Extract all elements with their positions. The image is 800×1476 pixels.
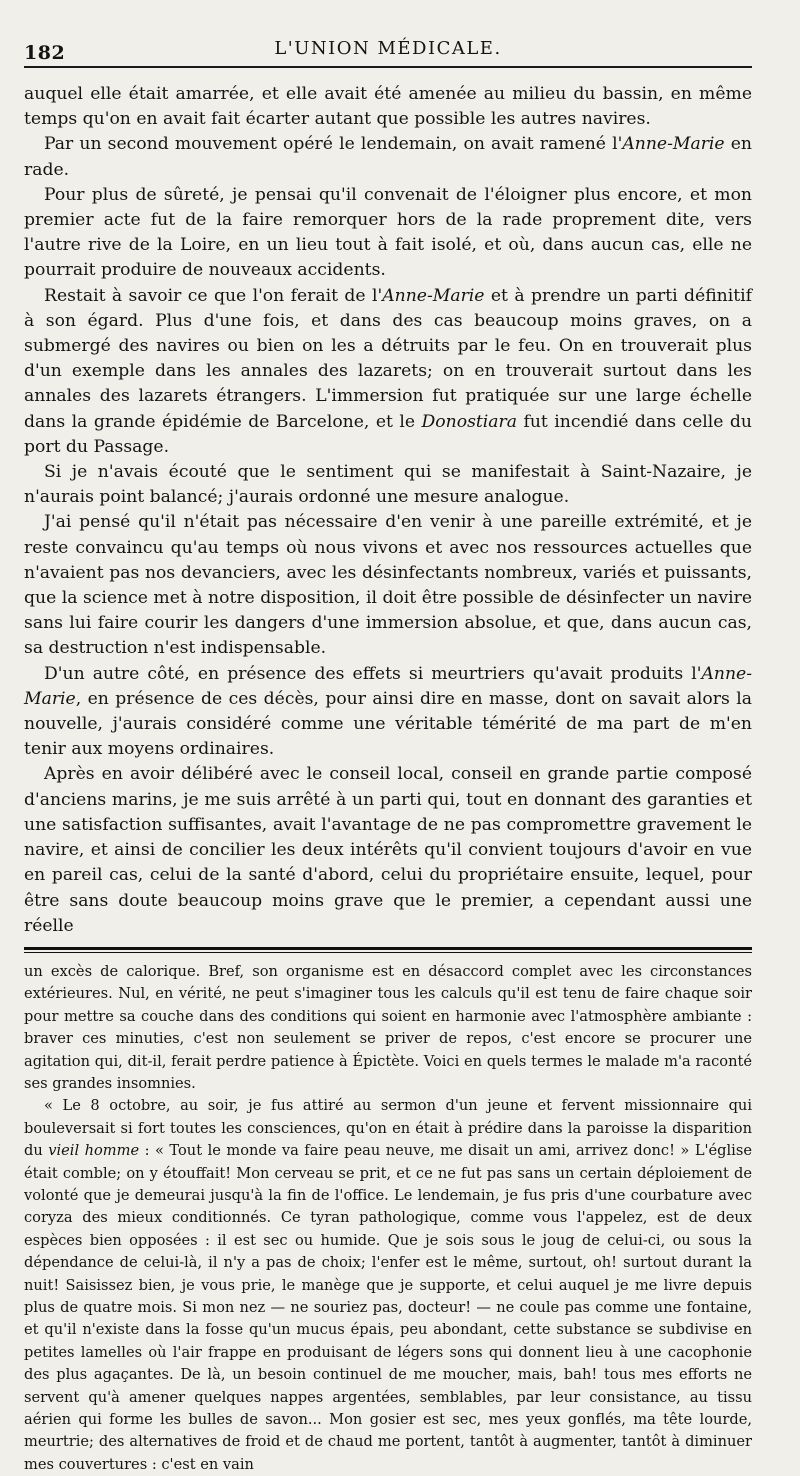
paragraph: Après en avoir délibéré avec le conseil local, conseil en grande partie composé d'anciens marins, je me suis arrêté à un parti qui, tout en donnant des garanties et une satisfaction suffisantes, avait l'avantage de ne pas compromettre gravement le navire, et ainsi de concilier les deux intérêts qu'il convient toujours d'avoir en vue en pareil cas, celui de la santé d'abord, celui du propriétaire ensuite, lequel, pour être sans doute beaucoup moins grave que le premier, a cependant aussi une réelle [24, 764, 752, 936]
running-header [24, 32, 752, 66]
page [24, 32, 752, 1476]
paragraph: un excès de calorique. Bref, son organisme est en désaccord complet avec les circonstances extérieures. Nul, en vérité, ne peut s'imaginer tous les calculs qu'il est tenu de faire chaque soir pour mettre sa couche dans des conditions qui soient en harmonie avec l'atmosphère ambiante : braver ces minuties, c'est non seulement se priver de repos, c'est encore se procurer une agitation qui, dit-il, ferait perdre patience à Épictète. Voici en quels termes le malade m'a raconté ses grandes insomnies. [24, 962, 752, 1092]
paragraph [24, 284, 752, 460]
paragraph: auquel elle était amarrée, et elle avait été amenée au milieu du bassin, en même temps qu'on en avait fait écarter autant que possible les autres navires. [24, 84, 752, 130]
text-run: fut incendié dans celle du port du Passage. [24, 411, 752, 457]
text-run: « Le 8 octobre, au soir, je fus attiré au sermon d'un jeune et fervent missionnaire qui bouleversait si fort toutes les consciences, qu'on en était à prédire dans la paroisse la disparition du [24, 1097, 752, 1160]
ship-name: Donostiara [421, 411, 518, 432]
paragraph [24, 132, 752, 182]
text-run: , en présence de ces décès, pour ainsi dire en masse, dont on savait alors la nouvelle, j'aurais considéré comme une véritable témérité de ma part de m'en tenir aux moyens ordinaires. [24, 688, 752, 760]
paragraph [24, 662, 752, 763]
page-number: 182 [24, 42, 66, 64]
emphasis: vieil homme [48, 1142, 140, 1160]
running-title: L'UNION MÉDICALE. [274, 38, 502, 59]
text-run: : « Tout le monde va faire peau neuve, me disait un ami, arrivez donc! » L'église était comble; on y étouffait! Mon cerveau se prit, et ce ne fut pas sans un certain déploiement de volonté que je demeurai jusqu'à la fin de l'office. Le lendemain, je fus pris d'une courbature avec coryza des mieux conditionnés. Ce tyran pathologique, comme vous l'appelez, est de deux espèces bien opposées : il est sec ou humide. Que je sois sous le joug de celui-ci, ou sous la dépendance de celui-là, il n'y a pas de choix; l'enfer est le même, surtout, oh! surtout durant la nuit! Saisissez bien, je vous prie, le manège que je supporte, et celui auquel je me livre depuis plus de quatre mois. Si mon nez — ne souriez pas, docteur! — ne coule pas comme une fontaine, et qu'il n'existe dans la fosse qu'un mucus épais, peu abondant, cette substance se subdivise en petites lamelles où l'air frappe en produisant de légers sons qui donnent lieu à une cacophonie des plus agaçantes. De là, un besoin continuel de me moucher, mais, bah! tous mes efforts ne servent qu'à amener quelques nappes argentées, semblables, par leur consistance, au tissu aérien qui forme les bulles de savon... Mon gosier est sec, mes yeux gonflés, ma tête lourde, meurtrie; des alternatives de froid et de chaud me portent, tantôt à augmenter, tantôt à diminuer mes couvertures : c'est en vain [24, 1142, 752, 1473]
text-run: Restait à savoir ce que l'on ferait de l' [44, 285, 383, 306]
main-text [24, 82, 752, 939]
paragraph: Si je n'avais écouté que le sentiment qui se manifestait à Saint-Nazaire, je n'aurais point balancé; j'aurais ordonné une mesure analogue. [24, 462, 752, 508]
feuilleton-text [24, 961, 752, 1476]
feuilleton-separator [24, 947, 752, 953]
paragraph: Pour plus de sûreté, je pensai qu'il convenait de l'éloigner plus encore, et mon premier acte fut de la faire remorquer hors de la rade proprement dite, vers l'autre rive de la Loire, en un lieu tout à fait isolé, et où, dans aucun cas, elle ne pourrait produire de nouveaux accidents. [24, 184, 752, 281]
ship-name: Anne-Marie [24, 663, 752, 709]
text-run: D'un autre côté, en présence des effets si meurtriers qu'avait produits l' [44, 663, 702, 684]
ship-name: Anne-Marie [382, 285, 485, 306]
paragraph: J'ai pensé qu'il n'était pas nécessaire d'en venir à une pareille extrémité, et je reste convaincu qu'au temps où nous vivons et avec nos ressources actuelles que n'avaient pas nos devanciers, avec les désinfectants nombreux, variés et puissants, que la science met à notre disposition, il doit être possible de désinfecter un navire sans lui faire courir les dangers d'une immersion absolue, et que, dans aucun cas, sa destruction n'est indispensable. [24, 512, 752, 659]
text-run: et à prendre un parti définitif à son égard. Plus d'une fois, et dans des cas beaucoup moins graves, on a submergé des navires ou bien on les a détruits par le feu. On en trouverait plus d'un exemple dans les annales des lazarets; on en trouverait surtout dans les annales des lazarets étrangers. L'immersion fut pratiquée sur une large échelle dans la grande épidémie de Barcelone, et le [24, 285, 753, 432]
header-rule [24, 66, 752, 68]
paragraph [24, 1095, 752, 1476]
text-run: Par un second mouvement opéré le lendemain, on avait ramené l' [44, 134, 623, 155]
ship-name: Anne-Marie [622, 134, 725, 155]
text-run: en rade. [24, 134, 752, 180]
